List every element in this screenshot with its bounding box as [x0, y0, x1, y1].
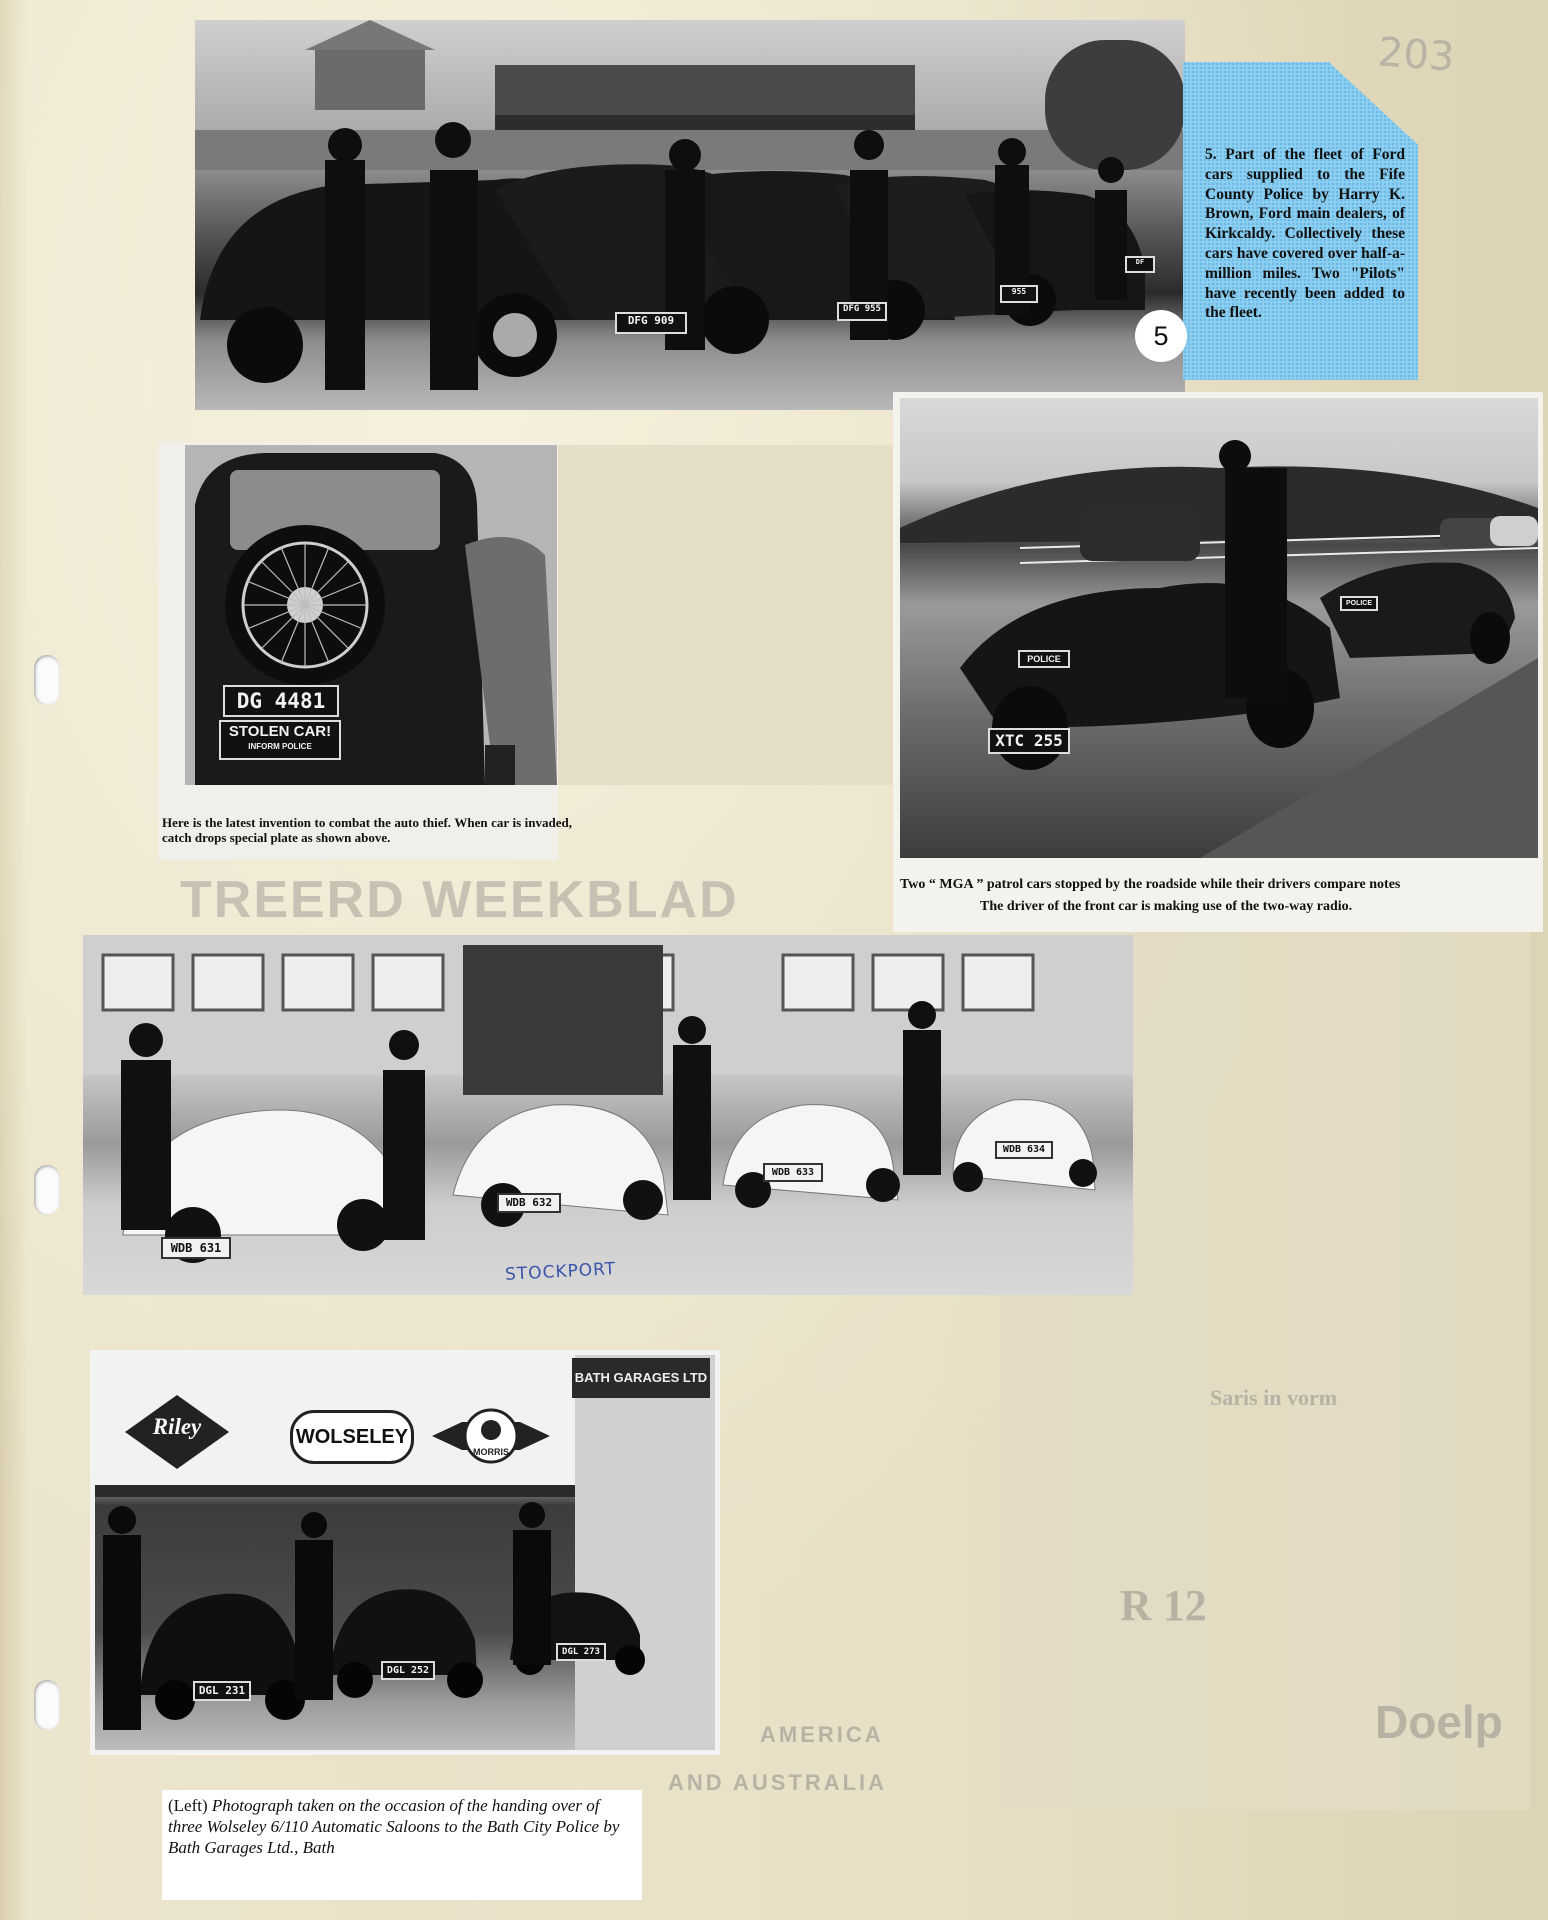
- plate-wdb634: WDB 634: [995, 1141, 1053, 1159]
- plate-dfg955: DFG 955: [837, 302, 887, 321]
- stolen-car-sign-sub: INFORM POLICE: [248, 742, 312, 751]
- bath-garages-sign: BATH GARAGES LTD: [572, 1358, 710, 1398]
- background-australia-text: AND AUSTRALIA: [668, 1770, 888, 1795]
- riley-logo-text: Riley: [152, 1414, 202, 1439]
- background-heading-doel: Doelp: [1375, 1696, 1503, 1748]
- police-sign-front: POLICE: [1018, 650, 1070, 668]
- caption-wolseley-left: (Left): [168, 1796, 208, 1815]
- punch-hole-top: [34, 655, 60, 705]
- plate-dgl273: DGL 273: [556, 1643, 606, 1661]
- plate-dfg909: DFG 909: [615, 312, 687, 334]
- plate-wdb632: WDB 632: [497, 1193, 561, 1213]
- plate-wdb631: WDB 631: [161, 1237, 231, 1259]
- caption-wolseley-body: Photograph taken on the occasion of the handing over of three Wolseley 6/110 Automatic Saloons to the Bath City Police by Bath Garages Ltd., Bath: [168, 1796, 620, 1857]
- stolen-car-sign-title: STOLEN CAR!: [228, 723, 332, 740]
- background-america-text: AMERICA: [760, 1722, 884, 1747]
- punch-hole-bottom: [34, 1680, 60, 1730]
- mga-illustration: [900, 398, 1538, 858]
- photo-ford-fleet: [195, 20, 1185, 410]
- wolseley-logo: WOLSELEY: [290, 1410, 414, 1464]
- caption-mga-line1: Two “ MGA ” patrol cars stopped by the roadside while their drivers compare notes: [900, 877, 1401, 892]
- handwritten-stockport: STOCKPORT: [504, 1259, 617, 1285]
- photo-number-badge: 5: [1135, 310, 1187, 362]
- plate-fleet-4: DF: [1125, 256, 1155, 273]
- background-newspaper: [555, 445, 895, 785]
- police-sign-rear: POLICE: [1340, 596, 1378, 611]
- morris-logo: [432, 1408, 550, 1464]
- caption-stolen-car: Here is the latest invention to combat the auto thief. When car is invaded, catch drops special plate as shown above.: [162, 815, 572, 845]
- photo-stolen-car: [185, 445, 557, 785]
- caption-ford-fleet: 5. Part of the fleet of Ford cars supplied to the Fife County Police by Harry K. Brown, Ford main dealers, of Kirkcaldy. Collectively these cars have covered over half-a-million miles. Two "Pilots" have recently been added to the fleet.: [1205, 146, 1405, 322]
- background-newspaper-masthead: TREERD WEEKBLAD: [180, 871, 739, 929]
- plate-dgl231: DGL 231: [193, 1681, 251, 1701]
- morris-illustration: [83, 935, 1133, 1295]
- plate-dgl252: DGL 252: [381, 1661, 435, 1680]
- plate-xtc255: XTC 255: [988, 728, 1070, 754]
- background-heading-r12: R 12: [1120, 1581, 1207, 1630]
- plate-fleet-3: 955: [1000, 285, 1038, 303]
- punch-hole-middle: [34, 1165, 60, 1215]
- photo-morris-stockport: [83, 935, 1133, 1295]
- page-number-stamp: 203: [1376, 29, 1456, 81]
- plate-wdb633: WDB 633: [763, 1163, 823, 1182]
- stolen-car-sign: [219, 720, 341, 760]
- caption-mga-line2: The driver of the front car is making use of the two-way radio.: [980, 899, 1353, 914]
- plate-dg4481: DG 4481: [223, 685, 339, 717]
- ford-fleet-illustration: [195, 20, 1185, 410]
- photo-mga-patrol: [900, 398, 1538, 858]
- morris-logo-text: MORRIS: [473, 1447, 509, 1457]
- caption-wolseley: [168, 1795, 638, 1858]
- background-heading-saris: Saris in vorm: [1210, 1385, 1338, 1410]
